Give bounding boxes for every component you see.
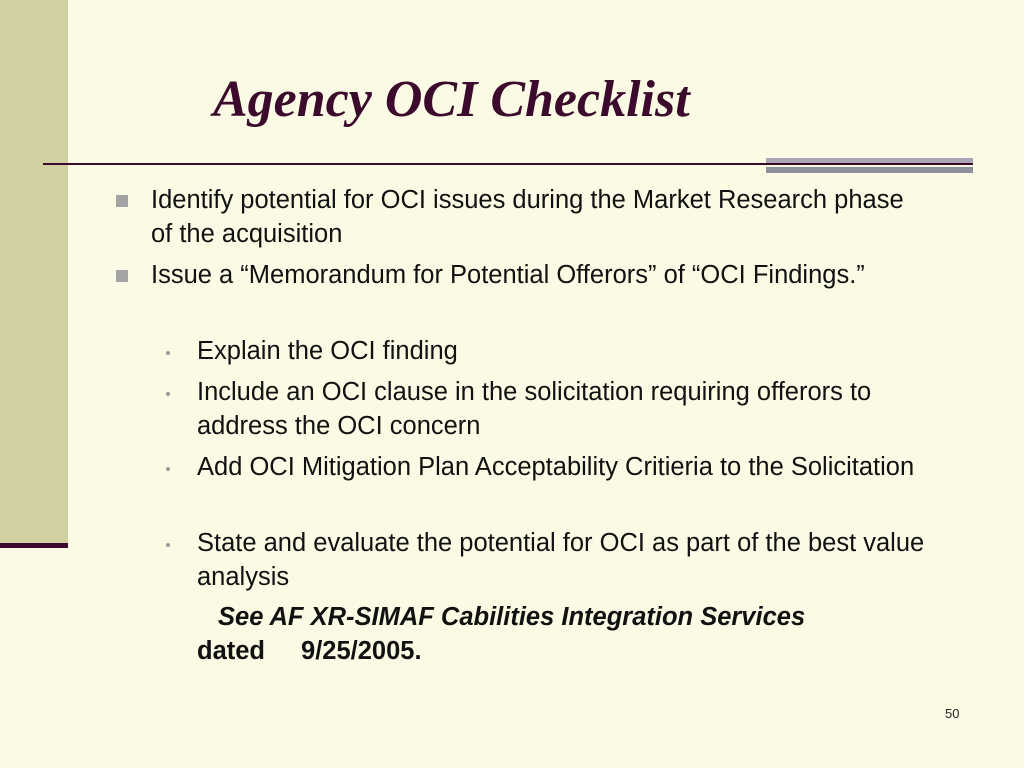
sub-bullet-item: Include an OCI clause in the solicitation requiring offerors to address the OCI concern	[197, 378, 872, 440]
dot-bullet-icon	[166, 467, 170, 471]
sub-bullet-item: Explain the OCI finding	[197, 337, 458, 365]
reference-title: See AF XR-SIMAF Cabilities Integration Services	[218, 603, 806, 631]
square-bullet-icon	[116, 270, 128, 282]
dot-bullet-icon	[166, 392, 170, 396]
bullet-item: Issue a “Memorandum for Potential Offerors” of “OCI Findings.”	[151, 261, 865, 289]
dot-bullet-icon	[166, 351, 170, 355]
sub-bullet-item: State and evaluate the potential for OCI as part of the best value analysis	[197, 529, 925, 591]
reference-note	[197, 600, 977, 668]
page-number: 50	[945, 706, 960, 721]
sub-bullet-item: Add OCI Mitigation Plan Acceptability Critieria to the Solicitation	[197, 453, 915, 481]
reference-date: 9/25/2005.	[301, 637, 422, 665]
square-bullet-icon	[116, 195, 128, 207]
slide-title: Agency OCI Checklist	[213, 71, 690, 128]
dot-bullet-icon	[166, 543, 170, 547]
bullet-item: Identify potential for OCI issues during the Market Research phase of the acquisition	[151, 186, 904, 248]
reference-dated-label: dated	[197, 637, 266, 665]
